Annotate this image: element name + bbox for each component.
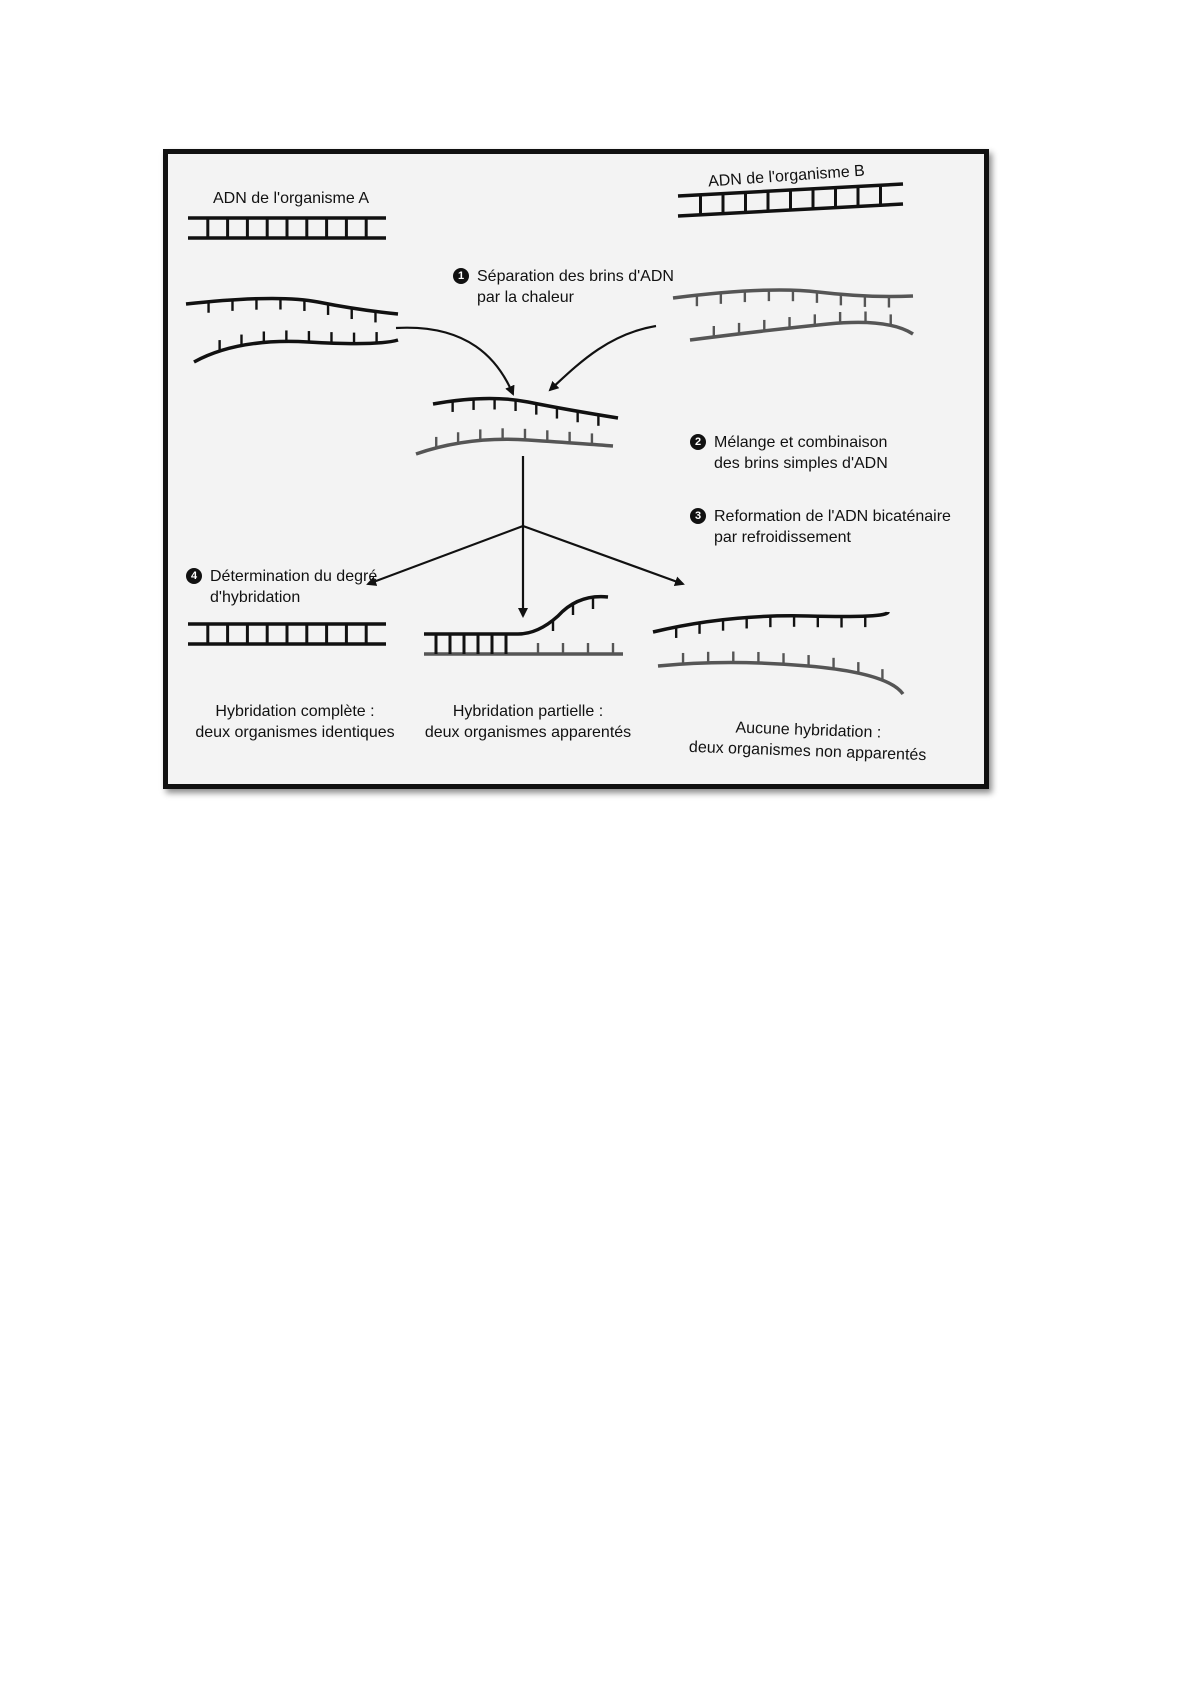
mixed-strand-b bbox=[416, 439, 613, 454]
outcome-complete-label: Hybridation complète : deux organismes identiques bbox=[195, 703, 395, 741]
complete-hybridization-ladder bbox=[188, 624, 386, 644]
organism-b-strand-bottom bbox=[690, 322, 913, 340]
step-3-number: 3 bbox=[690, 508, 706, 524]
organism-a-label: ADN de l'organisme A bbox=[213, 190, 370, 207]
arrow-to-complete bbox=[368, 526, 523, 584]
arrow-a-to-mix bbox=[396, 328, 513, 394]
arrow-to-none bbox=[523, 526, 683, 584]
no-hybridization-strand-b bbox=[658, 663, 903, 695]
mixed-strand-a bbox=[433, 398, 618, 418]
organism-a-strand-top bbox=[186, 298, 398, 314]
step-4-label: 4 Détermination du degré d'hybridation bbox=[186, 566, 377, 608]
step-3-label: 3 Reformation de l'ADN bicaténaire par refroidissement bbox=[690, 506, 951, 548]
step-2-label: 2 Mélange et combinaison des brins simples d'ADN bbox=[690, 432, 888, 474]
organism-a-strand-bottom bbox=[194, 340, 398, 362]
organism-a-dna-ladder bbox=[188, 218, 386, 238]
dna-hybridization-figure bbox=[163, 149, 989, 789]
step-2-number: 2 bbox=[690, 434, 706, 450]
outcome-none-label: Aucune hybridation : deux organismes non apparentés bbox=[688, 719, 927, 765]
step-1-label: 1 Séparation des brins d'ADN par la chaleur bbox=[453, 266, 674, 308]
organism-b-label: ADN de l'organisme B bbox=[707, 162, 866, 191]
step-4-number: 4 bbox=[186, 568, 202, 584]
arrow-b-to-mix bbox=[550, 326, 656, 390]
step-1-number: 1 bbox=[453, 268, 469, 284]
outcome-partial-label: Hybridation partielle : deux organismes apparentés bbox=[424, 703, 632, 741]
